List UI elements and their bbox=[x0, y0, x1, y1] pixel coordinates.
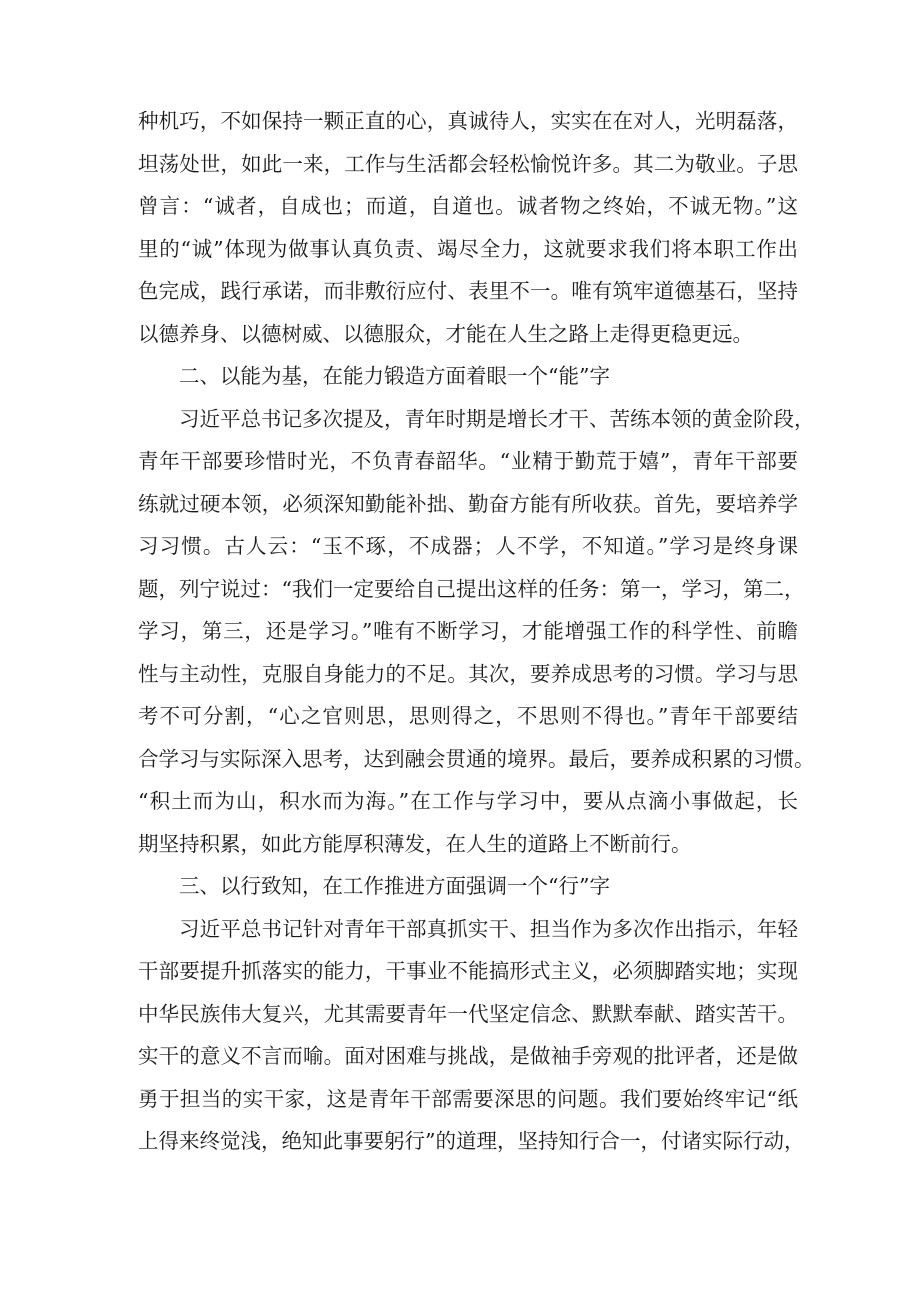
paragraph-line: 考不可分割，“心之官则思，思则得之，不思则不得也。”青年干部要结 bbox=[138, 704, 798, 728]
paragraph-line: “积土而为山，积水而为海。”在工作与学习中，要从点滴小事做起，长 bbox=[138, 789, 798, 813]
paragraph-line: 练就过硬本领，必须深知勤能补拙、勤奋方能有所收获。首先，要培养学 bbox=[138, 491, 798, 516]
paragraph-line: 期坚持积累，如此方能厚积薄发，在人生的道路上不断前行。 bbox=[138, 831, 692, 856]
paragraph-line: 坦荡处世，如此一来，工作与生活都会轻松愉悦许多。其二为敬业。子思 bbox=[138, 151, 798, 176]
paragraph-line: 学习，第三，还是学习。”唯有不断学习，才能增强工作的科学性、前瞻 bbox=[138, 619, 798, 643]
paragraph-line: 实干的意义不言而喻。面对困难与挑战，是做袖手旁观的批评者，还是做 bbox=[138, 1044, 798, 1068]
section-heading-3: 三、以行致知，在工作推进方面强调一个“行”字 bbox=[179, 874, 610, 898]
paragraph-line: 勇于担当的实干家，这是青年干部需要深思的问题。我们要始终牢记“纸 bbox=[138, 1086, 798, 1111]
paragraph-line: 曾言：“诚者，自成也；而道，自道也。诚者物之终始，不诚无物。”这 bbox=[138, 194, 798, 218]
paragraph-line: 以德养身、以德树威、以德服众，才能在人生之路上走得更稳更远。 bbox=[138, 321, 753, 346]
paragraph-line: 性与主动性，克服自身能力的不足。其次，要养成思考的习惯。学习与思 bbox=[138, 661, 798, 686]
paragraph-line: 中华民族伟大复兴，尤其需要青年一代坚定信念、默默奉献、踏实苦干。 bbox=[138, 1001, 798, 1026]
paragraph-line: 合学习与实际深入思考，达到融会贯通的境界。最后，要养成积累的习惯。 bbox=[138, 746, 815, 771]
paragraph-line: 上得来终觉浅，绝知此事要躬行”的道理，坚持知行合一，付诸实际行动， bbox=[138, 1129, 805, 1153]
paragraph-line: 习近平总书记针对青年干部真抓实干、担当作为多次作出指示，年轻 bbox=[179, 916, 798, 941]
paragraph-line: 青年干部要珍惜时光，不负青春韶华。“业精于勤荒于嬉”，青年干部要 bbox=[138, 449, 798, 473]
paragraph-line: 种机巧，不如保持一颗正直的心，真诚待人，实实在在对人，光明磊落， bbox=[138, 109, 798, 133]
paragraph-line: 里的“诚”体现为做事认真负责、竭尽全力，这就要求我们将本职工作出 bbox=[138, 236, 798, 261]
paragraph-line: 题，列宁说过：“我们一定要给自己提出这样的任务：第一，学习，第二， bbox=[138, 576, 805, 601]
paragraph-line: 色完成，践行承诺，而非敷衍应付、表里不一。唯有筑牢道德基石，坚持 bbox=[138, 279, 798, 303]
paragraph-line: 习近平总书记多次提及，青年时期是增长才干、苦练本领的黄金阶段， bbox=[179, 406, 815, 431]
paragraph-line: 习习惯。古人云：“玉不琢，不成器；人不学，不知道。”学习是终身课 bbox=[138, 534, 798, 558]
document-body bbox=[138, 100, 815, 1163]
paragraph-line: 干部要提升抓落实的能力，干事业不能搞形式主义，必须脚踏实地；实现 bbox=[138, 959, 798, 983]
section-heading-2: 二、以能为基，在能力锻造方面着眼一个“能”字 bbox=[179, 364, 610, 388]
